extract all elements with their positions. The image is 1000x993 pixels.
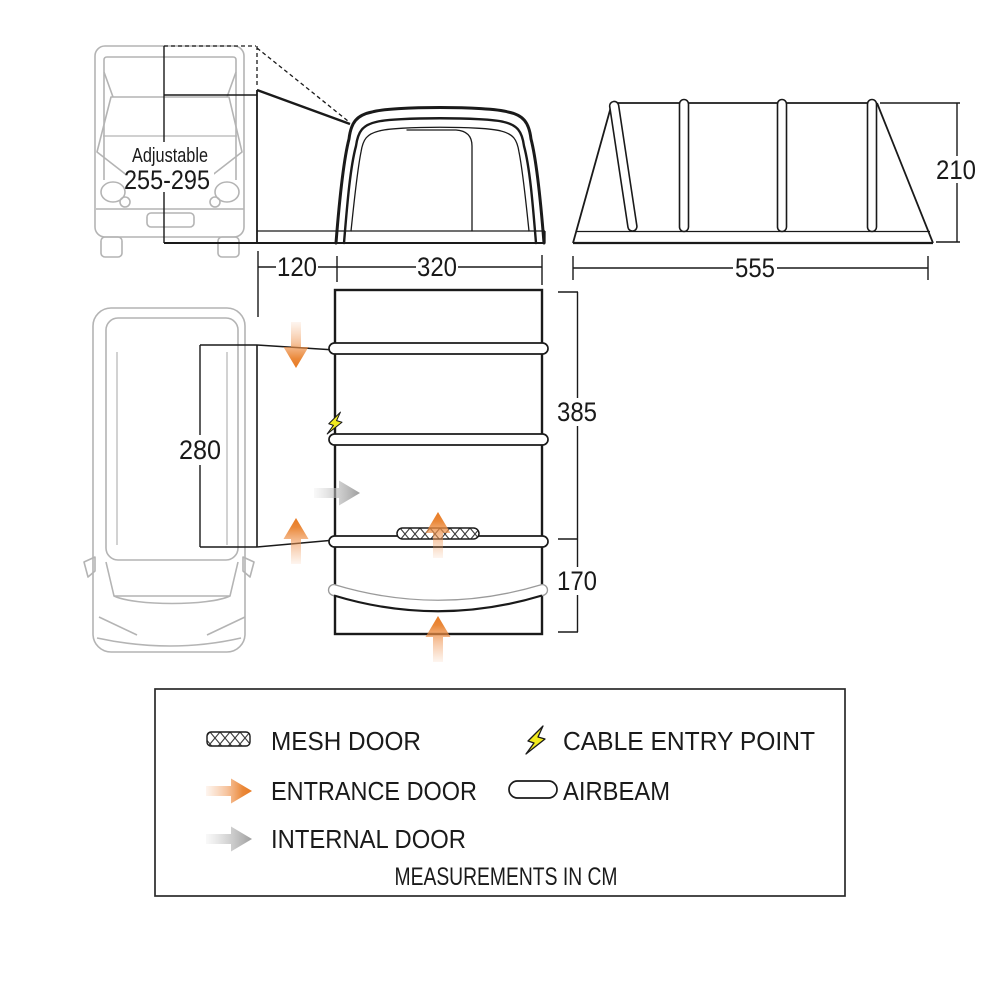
lightning-bolt-icon [526,726,545,754]
canopy-depth-label: 170 [557,566,597,596]
front-door-outline [407,130,472,231]
front-view [95,46,545,317]
legend-cable-entry-label: CABLE ENTRY POINT [563,726,816,756]
floor-plan [84,290,600,662]
internal-arrow-icon [314,481,360,506]
van-top-outline [84,308,254,652]
tunnel-width-label: 120 [277,252,317,282]
adjustable-label: Adjustable [132,145,208,167]
adjustable-range-label: 255-295 [124,165,210,195]
legend-entrance-door-label: ENTRANCE DOOR [271,776,477,806]
side-airbeams [609,100,876,232]
legend-units-note: MEASUREMENTS IN CM [394,863,618,891]
airbeam-capsule [329,434,548,445]
airbeam-vertical [778,100,787,232]
length-label: 555 [735,253,775,283]
awning-arch [336,108,544,244]
awning-plan-outline [335,290,542,634]
entrance-arrow-icon [206,779,252,804]
airbeam-capsule [329,343,548,354]
awning-width-label: 320 [417,252,457,282]
entrance-arrow-icon [284,518,309,564]
entrance-arrow-icon [284,322,309,368]
curved-front-airbeam [329,585,548,612]
main-depth-label: 385 [557,397,597,427]
legend-airbeam-label: AIRBEAM [563,776,670,806]
airbeam-capsule-icon [509,781,557,798]
height-label: 210 [936,155,976,185]
airbeam-tilted [609,101,637,232]
entrance-arrow-icon [426,616,451,662]
airbeam-vertical [680,100,689,232]
van-side-length-label: 280 [179,435,221,465]
legend-mesh-door-label: MESH DOOR [271,726,421,756]
side-view [573,100,980,284]
internal-arrow-icon [206,827,252,852]
tunnel-front [257,90,350,243]
legend-internal-door-label: INTERNAL DOOR [271,824,466,854]
airbeam-vertical [868,100,877,232]
mesh-swatch-icon [207,732,250,746]
legend [155,689,845,896]
tunnel-plan [257,345,335,547]
